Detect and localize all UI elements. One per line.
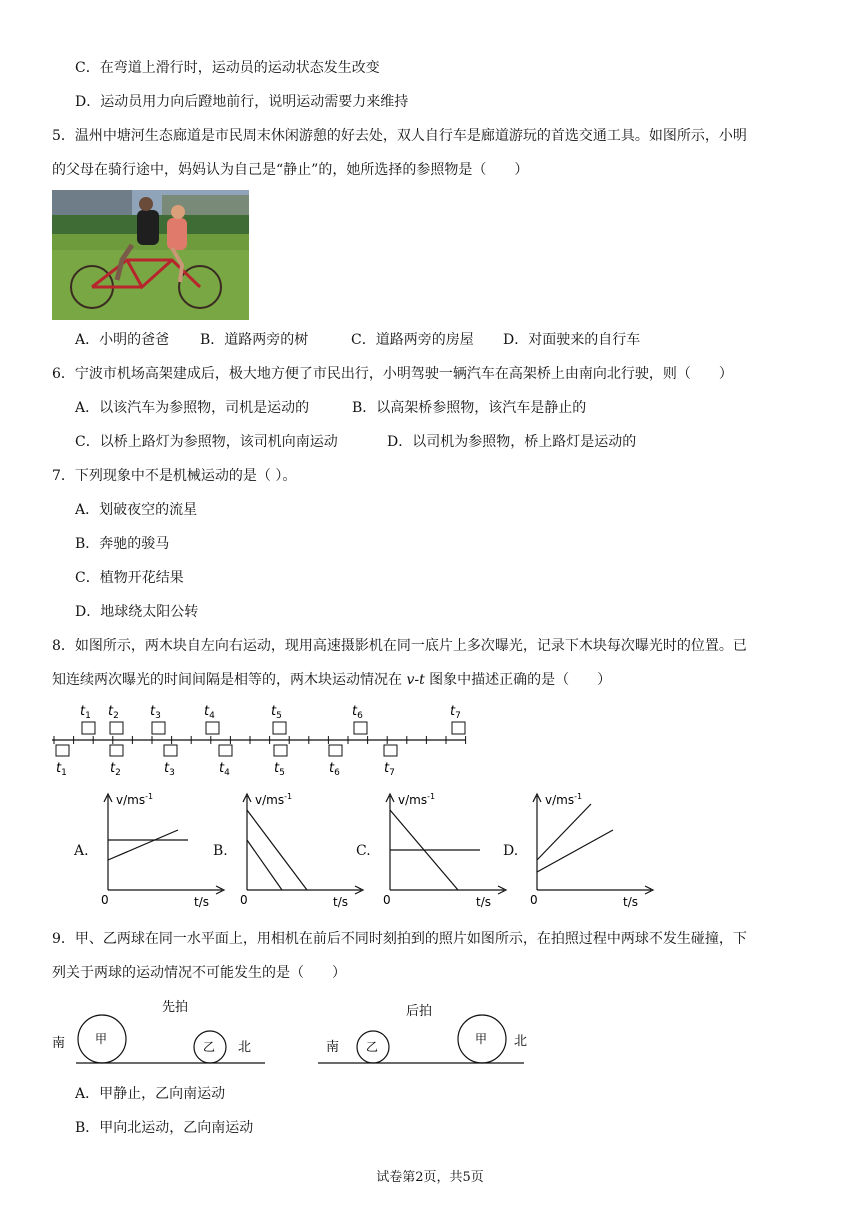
- bottom-block-label: $t_1$: [56, 761, 67, 778]
- q7-option-b: B．奔驰的骏马: [75, 536, 170, 552]
- q6-stem: 6．宁波市机场高架建成后，极大地方便了市民出行，小明驾驶一辆汽车在高架桥上由南向北行驶，则（ ）: [52, 366, 733, 382]
- top-block: [354, 722, 367, 734]
- bottom-block: [329, 745, 342, 756]
- q6-option-d: D．以司机为参照物，桥上路灯是运动的: [387, 434, 637, 450]
- q9-option-b: B．甲向北运动，乙向南运动: [75, 1120, 254, 1136]
- page-footer: 试卷第2页，共5页: [376, 1170, 484, 1185]
- q5-option-d: D．对面驶来的自行车: [503, 332, 641, 348]
- bottom-block: [56, 745, 69, 756]
- graph-option-label: D.: [503, 843, 519, 859]
- bottom-block: [274, 745, 287, 756]
- top-block-label: $t_2$: [108, 704, 119, 721]
- vt-x-axis-label: t/s: [194, 895, 209, 909]
- vt-x-axis-label: t/s: [623, 895, 638, 909]
- top-block-label: $t_5$: [271, 704, 282, 721]
- exposure-strip-diagram: [50, 700, 470, 780]
- bottom-block-label: $t_7$: [384, 761, 395, 778]
- bottom-block-row: [56, 745, 397, 778]
- second-north-label: 北: [514, 1034, 528, 1049]
- vt-graph-line: [537, 830, 613, 872]
- second-south-label: 南: [326, 1040, 340, 1055]
- bottom-block-label: $t_4$: [219, 761, 230, 778]
- bottom-block: [110, 745, 123, 756]
- q7-option-d: D．地球绕太阳公转: [75, 604, 199, 620]
- q8-stem-line2: 知连续两次曝光的时间间隔是相等的，两木块运动情况在 v-t 图象中描述正确的是（ ）: [52, 672, 612, 688]
- vt-origin-label: 0: [383, 893, 391, 907]
- q7-option-a: A．划破夜空的流星: [75, 502, 198, 518]
- bottom-block-label: $t_6$: [329, 761, 340, 778]
- first-photo-caption: 先拍: [162, 1000, 189, 1015]
- vt-x-axis-label: t/s: [476, 895, 491, 909]
- vt-graph: [380, 790, 510, 912]
- vt-graph: [237, 790, 367, 912]
- bottom-block-label: $t_2$: [110, 761, 121, 778]
- vt-origin-label: 0: [240, 893, 248, 907]
- vt-symbol: v-t: [406, 672, 425, 688]
- q7-stem: 7．下列现象中不是机械运动的是（ ）。: [52, 468, 297, 484]
- vt-graph-line: [108, 830, 178, 860]
- top-block: [82, 722, 95, 734]
- vt-y-axis-label: $v/ms^{-1}$: [255, 792, 293, 807]
- q5-option-c: C．道路两旁的房屋: [351, 332, 474, 348]
- bottom-block: [384, 745, 397, 756]
- top-block: [273, 722, 286, 734]
- bottom-block: [219, 745, 232, 756]
- first-south-label: 南: [52, 1036, 66, 1051]
- vt-graph-line: [537, 804, 591, 860]
- top-block: [152, 722, 165, 734]
- q5-stem-line2: 的父母在骑行途中，妈妈认为自己是“静止”的，她所选择的参照物是（ ）: [52, 162, 529, 178]
- first-north-label: 北: [238, 1040, 252, 1055]
- first-ball-jia-label: 甲: [95, 1032, 108, 1046]
- bottom-block-label: $t_3$: [164, 761, 175, 778]
- top-block-label: $t_7$: [450, 704, 461, 721]
- second-ball-yi-label: 乙: [366, 1040, 379, 1054]
- vt-origin-label: 0: [530, 893, 538, 907]
- q9-stem-line1: 9．甲、乙两球在同一水平面上，用相机在前后不同时刻拍到的照片如图所示，在拍照过程中两球不发生碰撞，下: [52, 931, 747, 947]
- q5-option-a: A．小明的爸爸: [75, 332, 170, 348]
- q5-stem-line1: 5．温州中塘河生态廊道是市民周末休闲游憩的好去处，双人自行车是廊道游玩的首选交通工具。如图所示，小明: [52, 128, 747, 144]
- q6-option-b: B．以高架桥参照物，该汽车是静止的: [352, 400, 587, 416]
- q5-option-b: B．道路两旁的树: [200, 332, 309, 348]
- vt-y-axis-label: $v/ms^{-1}$: [545, 792, 583, 807]
- top-block-row: [80, 704, 465, 734]
- bottom-block-label: $t_5$: [274, 761, 285, 778]
- top-block: [452, 722, 465, 734]
- vt-origin-label: 0: [101, 893, 109, 907]
- bottom-block: [164, 745, 177, 756]
- top-block: [110, 722, 123, 734]
- vt-graph: [527, 790, 657, 912]
- top-block-label: $t_1$: [80, 704, 91, 721]
- graph-option-label: C.: [356, 843, 371, 859]
- q9-option-a: A．甲静止，乙向南运动: [75, 1086, 226, 1102]
- graph-option-label: B.: [213, 843, 228, 859]
- two-balls-photo-diagram: [48, 995, 538, 1075]
- top-block-label: $t_6$: [352, 704, 363, 721]
- graph-option-label: A.: [74, 843, 89, 859]
- q9-stem-line2: 列关于两球的运动情况不可能发生的是（ ）: [52, 965, 346, 981]
- second-photo-caption: 后拍: [406, 1004, 433, 1019]
- vt-graph-line: [247, 810, 307, 890]
- q6-option-c: C．以桥上路灯为参照物，该司机向南运动: [75, 434, 338, 450]
- vt-graph-line: [247, 840, 282, 890]
- top-block-label: $t_4$: [204, 704, 215, 721]
- q6-option-a: A．以该汽车为参照物，司机是运动的: [75, 400, 310, 416]
- q8-stem-line1: 8．如图所示，两木块自左向右运动，现用高速摄影机在同一底片上多次曝光，记录下木块每次曝光时的位置。已: [52, 638, 747, 654]
- vt-graph: [98, 790, 228, 912]
- vt-y-axis-label: $v/ms^{-1}$: [398, 792, 436, 807]
- q4-option-d: D．运动员用力向后蹬地前行，说明运动需要力来维持: [75, 94, 409, 110]
- top-block: [206, 722, 219, 734]
- q4-option-c: C．在弯道上滑行时，运动员的运动状态发生改变: [75, 60, 380, 76]
- vt-y-axis-label: $v/ms^{-1}$: [116, 792, 154, 807]
- first-ball-yi-label: 乙: [203, 1040, 216, 1054]
- top-block-label: $t_3$: [150, 704, 161, 721]
- vt-x-axis-label: t/s: [333, 895, 348, 909]
- second-ball-jia-label: 甲: [475, 1032, 488, 1046]
- q7-option-c: C．植物开花结果: [75, 570, 184, 586]
- tandem-bicycle-photo: [52, 190, 249, 320]
